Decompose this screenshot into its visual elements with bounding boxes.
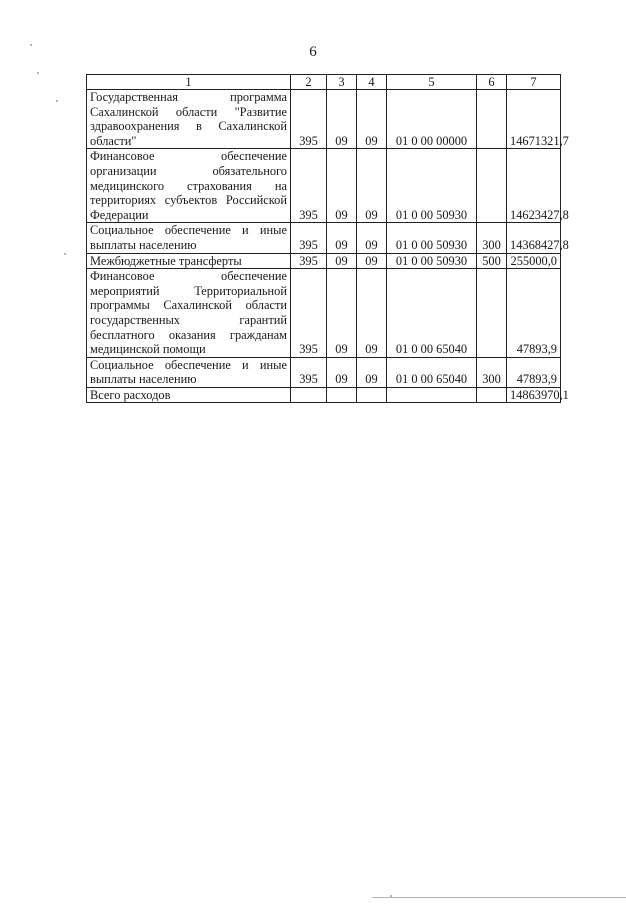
row-code-2: 395	[291, 149, 327, 223]
row-amount: 14623427,8	[507, 149, 561, 223]
row-code-5: 01 0 00 50930	[387, 253, 477, 269]
row-code-4: 09	[357, 223, 387, 253]
column-header-4: 4	[357, 75, 387, 90]
expenditure-table	[86, 74, 569, 403]
row-code-5: 01 0 00 00000	[387, 90, 477, 149]
row-code-4: 09	[357, 269, 387, 358]
column-header-3: 3	[327, 75, 357, 90]
total-empty-cell	[477, 387, 507, 403]
row-code-6	[477, 90, 507, 149]
row-code-4: 09	[357, 90, 387, 149]
table-header-row	[87, 75, 561, 90]
table-row	[87, 253, 561, 269]
row-code-3: 09	[327, 223, 357, 253]
row-amount: 47893,9	[507, 269, 561, 358]
row-code-5: 01 0 00 50930	[387, 223, 477, 253]
row-name: Финансовое обеспечение организации обязательного медицинского страхования на территориях субъектов Российской Федерации	[87, 149, 291, 223]
row-code-5: 01 0 00 65040	[387, 357, 477, 387]
table-row	[87, 149, 561, 223]
row-code-3: 09	[327, 90, 357, 149]
scan-speck	[30, 44, 32, 46]
scan-speck	[64, 253, 66, 255]
row-code-6	[477, 149, 507, 223]
table-total-row	[87, 387, 561, 403]
row-code-3: 09	[327, 269, 357, 358]
row-name: Государственная программа Сахалинской области "Развитие здравоохранения в Сахалинской области"	[87, 90, 291, 149]
row-amount: 47893,9	[507, 357, 561, 387]
scan-speck	[37, 72, 39, 74]
row-name: Межбюджетные трансферты	[87, 253, 291, 269]
row-code-2: 395	[291, 357, 327, 387]
row-code-6	[477, 269, 507, 358]
row-code-4: 09	[357, 253, 387, 269]
row-code-5: 01 0 00 50930	[387, 149, 477, 223]
total-amount: 14863970,1	[507, 387, 561, 403]
row-code-6: 300	[477, 357, 507, 387]
table-row	[87, 90, 561, 149]
row-code-2: 395	[291, 90, 327, 149]
row-code-3: 09	[327, 357, 357, 387]
table-row	[87, 223, 561, 253]
row-amount: 14671321,7	[507, 90, 561, 149]
total-empty-cell	[387, 387, 477, 403]
row-name: Социальное обеспечение и иные выплаты населению	[87, 357, 291, 387]
row-code-3: 09	[327, 253, 357, 269]
row-code-2: 395	[291, 253, 327, 269]
row-code-5: 01 0 00 65040	[387, 269, 477, 358]
column-header-1: 1	[87, 75, 291, 90]
column-header-6: 6	[477, 75, 507, 90]
row-code-4: 09	[357, 149, 387, 223]
total-empty-cell	[327, 387, 357, 403]
row-name: Финансовое обеспечение мероприятий Территориальной программы Сахалинской области государственных гарантий бесплатного оказания гражданам медицинской помощи	[87, 269, 291, 358]
row-code-3: 09	[327, 149, 357, 223]
row-amount: 14368427,8	[507, 223, 561, 253]
table-row	[87, 357, 561, 387]
column-header-7: 7	[507, 75, 561, 90]
row-code-2: 395	[291, 223, 327, 253]
page-number: 6	[309, 44, 317, 60]
row-code-6: 500	[477, 253, 507, 269]
column-header-2: 2	[291, 75, 327, 90]
total-empty-cell	[291, 387, 327, 403]
row-amount: 255000,0	[507, 253, 561, 269]
scan-speck	[56, 100, 58, 102]
row-name: Социальное обеспечение и иные выплаты населению	[87, 223, 291, 253]
row-code-4: 09	[357, 357, 387, 387]
table-row	[87, 269, 561, 358]
column-header-5: 5	[387, 75, 477, 90]
total-empty-cell	[357, 387, 387, 403]
row-code-2: 395	[291, 269, 327, 358]
scan-edge-line	[372, 897, 626, 898]
row-code-6: 300	[477, 223, 507, 253]
total-label: Всего расходов	[87, 387, 291, 403]
